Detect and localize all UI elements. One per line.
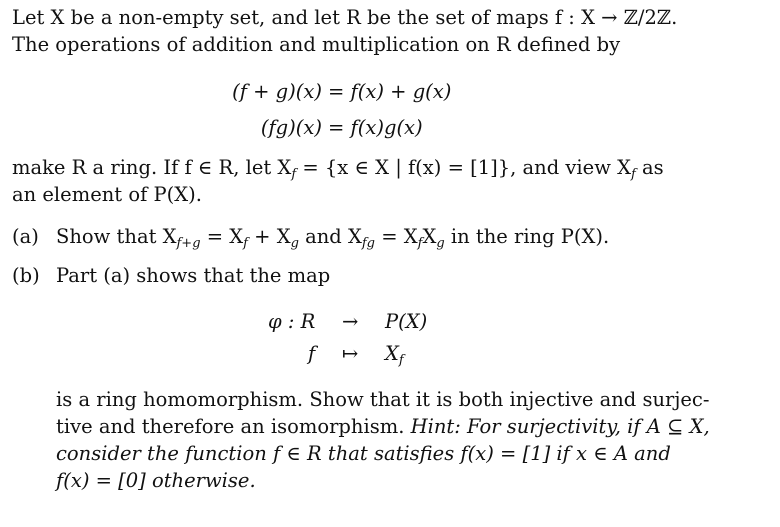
map-display — [12, 308, 772, 372]
subscript-f-b: f — [417, 236, 423, 251]
part-b-line-2 — [56, 413, 760, 440]
part-a-text-g: in the ring P(X). — [444, 225, 610, 248]
part-a-text-d: and X — [298, 225, 362, 248]
part-b-line-3: consider the function f ∈ R that satisfies f(x) = [1] if x ∈ A and — [56, 442, 671, 465]
hint-start: Hint: For surjectivity, if A ⊆ X, — [410, 415, 710, 438]
part-b-line-4: f(x) = [0] otherwise. — [56, 469, 256, 492]
intro-line-2: The operations of addition and multiplication on R defined by — [12, 33, 621, 56]
equation-2-lhs: (fg)(x) — [260, 116, 322, 139]
subscript-g-a: g — [290, 236, 299, 251]
part-a-text-a: Show that X — [56, 225, 177, 248]
middle-text-a: make R a ring. If f ∈ R, let X — [12, 156, 292, 179]
middle-text-c: as — [635, 156, 664, 179]
map-image — [385, 340, 404, 367]
part-a-text-b: = X — [200, 225, 244, 248]
map-image-x: X — [385, 342, 399, 365]
subscript-g-b: g — [436, 236, 445, 251]
map-image-subscript: f — [398, 353, 404, 368]
part-b-body — [56, 386, 760, 494]
middle-text-b: = {x ∈ X | f(x) = [1]}, and view X — [296, 156, 631, 179]
intro-line-1: Let X be a non-empty set, and let R be the set of maps f : X → ℤ/2ℤ. — [12, 6, 678, 29]
part-b-line-2-text: tive and therefore an isomorphism. — [56, 415, 411, 438]
map-target: P(X) — [385, 310, 428, 333]
part-a — [12, 223, 772, 253]
definition-equations — [12, 78, 772, 138]
equation-1-lhs: (f + g)(x) — [232, 80, 322, 103]
part-a-statement — [56, 223, 760, 250]
map-arrow: → — [342, 310, 359, 333]
part-a-text-e: = X — [375, 225, 418, 248]
part-a-label: (a) — [12, 225, 39, 248]
maps-to-arrow: ↦ — [342, 342, 359, 365]
part-b-label: (b) — [12, 264, 40, 287]
intro-paragraph — [12, 4, 772, 58]
subscript-f-a: f — [243, 236, 248, 251]
map-f: f — [308, 342, 316, 365]
subscript-f-2: f — [630, 167, 636, 182]
ring-definition-paragraph — [12, 154, 772, 208]
subscript-f-plus-g: f+g — [176, 236, 201, 251]
subscript-fg: fg — [361, 236, 376, 251]
equation-2-rhs: = f(x)g(x) — [328, 116, 423, 139]
map-phi: φ : R — [268, 310, 316, 333]
middle-line-1 — [12, 154, 772, 181]
part-b-line-1: is a ring homomorphism. Show that it is both injective and surjec- — [56, 388, 710, 411]
middle-line-2: an element of P(X). — [12, 183, 202, 206]
part-b-intro: Part (a) shows that the map — [56, 264, 331, 287]
part-b — [12, 262, 772, 502]
equation-1-rhs: = f(x) + g(x) — [328, 80, 452, 103]
part-a-text-f: X — [422, 225, 437, 248]
part-a-text-c: + X — [247, 225, 291, 248]
subscript-f: f — [291, 167, 297, 182]
